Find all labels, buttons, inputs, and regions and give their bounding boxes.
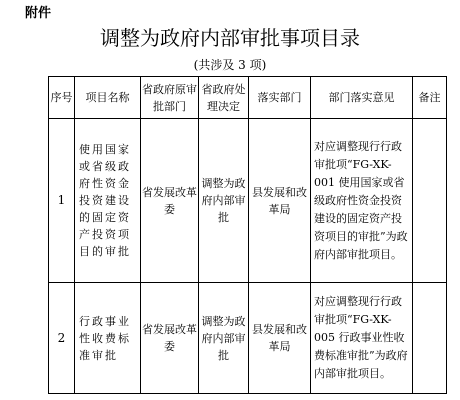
table-row <box>49 119 447 283</box>
dept-opinion: 对应调整现行行政审批项“FG-XK-001 使用国家或省级政府性资金投资建设的固定资产投资项目的审批”为政府内部审批项目。 <box>311 119 413 283</box>
column-header-impl-dept: 落实部门 <box>249 77 311 119</box>
original-dept: 省发展改革委 <box>141 119 199 283</box>
column-header-no: 序号 <box>49 77 75 119</box>
page-subtitle: (共涉及 3 项) <box>193 58 267 72</box>
column-header-decision: 省政府处理决定 <box>199 77 249 119</box>
column-header-orig-dept: 省政府原审批部门 <box>141 77 199 119</box>
page-title: 调整为政府内部审批事项目录 <box>100 26 360 50</box>
attachment-label: 附件 <box>25 6 52 21</box>
approval-items-table <box>48 76 447 394</box>
dept-opinion: 对应调整现行行政审批项“FG-XK-005 行政事业性收费标准审批”为政府内部审批项目。 <box>311 283 413 394</box>
row-number: 1 <box>49 119 75 283</box>
remark <box>413 283 447 394</box>
implementing-dept: 县发展和改革局 <box>249 119 311 283</box>
table-row <box>49 283 447 394</box>
original-dept: 省发展改革委 <box>141 283 199 394</box>
column-header-opinion: 部门落实意见 <box>311 77 413 119</box>
decision: 调整为政府内部审批 <box>199 283 249 394</box>
column-header-name: 项目名称 <box>75 77 141 119</box>
remark <box>413 119 447 283</box>
table-header-row <box>49 77 447 119</box>
decision: 调整为政府内部审批 <box>199 119 249 283</box>
row-number: 2 <box>49 283 75 394</box>
item-name: 使用国家或省级政府性资金投资建设的固定资产投资项目的审批 <box>75 119 141 283</box>
column-header-remark: 备注 <box>413 77 447 119</box>
implementing-dept: 县发展和改革局 <box>249 283 311 394</box>
item-name: 行政事业性收费标准审批 <box>75 283 141 394</box>
